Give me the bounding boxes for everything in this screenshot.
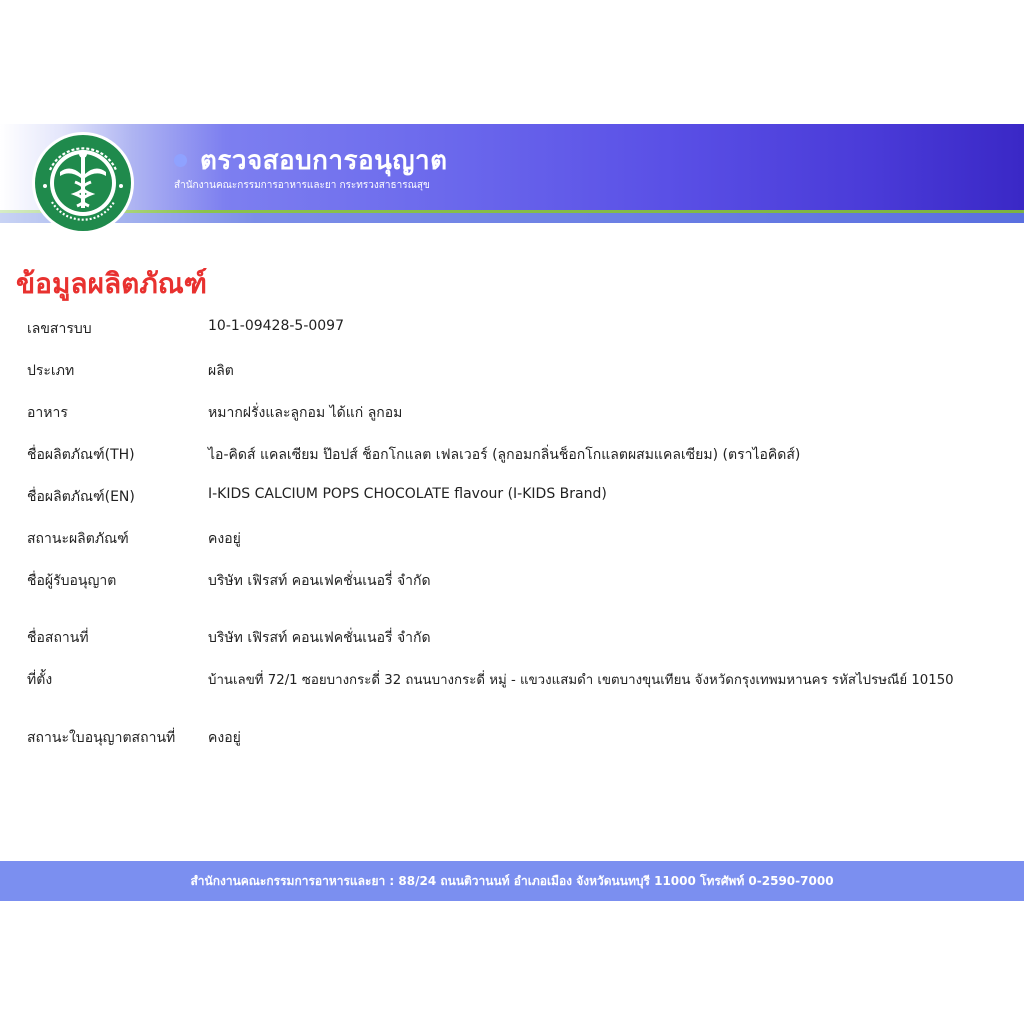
footer — [0, 861, 1024, 901]
header-divider-blue — [0, 213, 1024, 223]
header-subtitle: สำนักงานคณะกรรมการอาหารและยา กระทรวงสาธารณสุข — [174, 180, 430, 191]
field-label: ประเภท — [27, 363, 75, 379]
field-label: ที่ตั้ง — [27, 672, 53, 688]
field-value: ผลิต — [208, 363, 234, 379]
field-value: บ้านเลขที่ 72/1 ซอยบางกระดี่ 32 ถนนบางกระดี่ หมู่ - แขวงแสมดำ เขตบางขุนเทียน จังหวัดกรุงเทพมหานคร รหัสไปรษณีย์ 10150 — [208, 673, 954, 688]
footer-text: สำนักงานคณะกรรมการอาหารและยา : 88/24 ถนนติวานนท์ อำเภอเมือง จังหวัดนนทบุรี 11000 โทรศัพท์ 0-2590-7000 — [190, 873, 834, 888]
bullet-icon — [174, 154, 187, 167]
field-label: สถานะใบอนุญาตสถานที่ — [27, 730, 176, 746]
field-value: 10-1-09428-5-0097 — [208, 318, 345, 334]
field-label: สถานะผลิตภัณฑ์ — [27, 531, 129, 547]
ministry-seal-logo — [30, 130, 136, 236]
header-title-group — [174, 140, 448, 181]
field-value: ไอ-คิดส์ แคลเซียม ป๊อปส์ ช็อกโกแลต เฟลเวอร์ (ลูกอมกลิ่นช็อกโกแลตผสมแคลเซียม) (ตราไอคิดส์) — [208, 447, 801, 463]
field-label: ชื่อผู้รับอนุญาต — [27, 573, 117, 589]
field-label: เลขสารบบ — [27, 321, 92, 337]
field-value: หมากฝรั่งและลูกอม ได้แก่ ลูกอม — [208, 405, 403, 421]
header-banner — [0, 124, 1024, 210]
page-title: ข้อมูลผลิตภัณฑ์ — [16, 267, 207, 300]
field-label: ชื่อผลิตภัณฑ์(TH) — [27, 447, 135, 463]
field-value: คงอยู่ — [208, 730, 241, 746]
field-label: อาหาร — [27, 405, 68, 421]
field-value: I-KIDS CALCIUM POPS CHOCOLATE flavour (I-KIDS Brand) — [208, 486, 607, 502]
field-label: ชื่อผลิตภัณฑ์(EN) — [27, 489, 135, 505]
field-label: ชื่อสถานที่ — [27, 630, 89, 646]
field-value: บริษัท เฟิรสท์ คอนเฟคชั่นเนอรี่ จำกัด — [208, 573, 431, 589]
header-title: ตรวจสอบการอนุญาต — [200, 146, 448, 176]
field-value: คงอยู่ — [208, 531, 241, 547]
field-value: บริษัท เฟิรสท์ คอนเฟคชั่นเนอรี่ จำกัด — [208, 630, 431, 646]
